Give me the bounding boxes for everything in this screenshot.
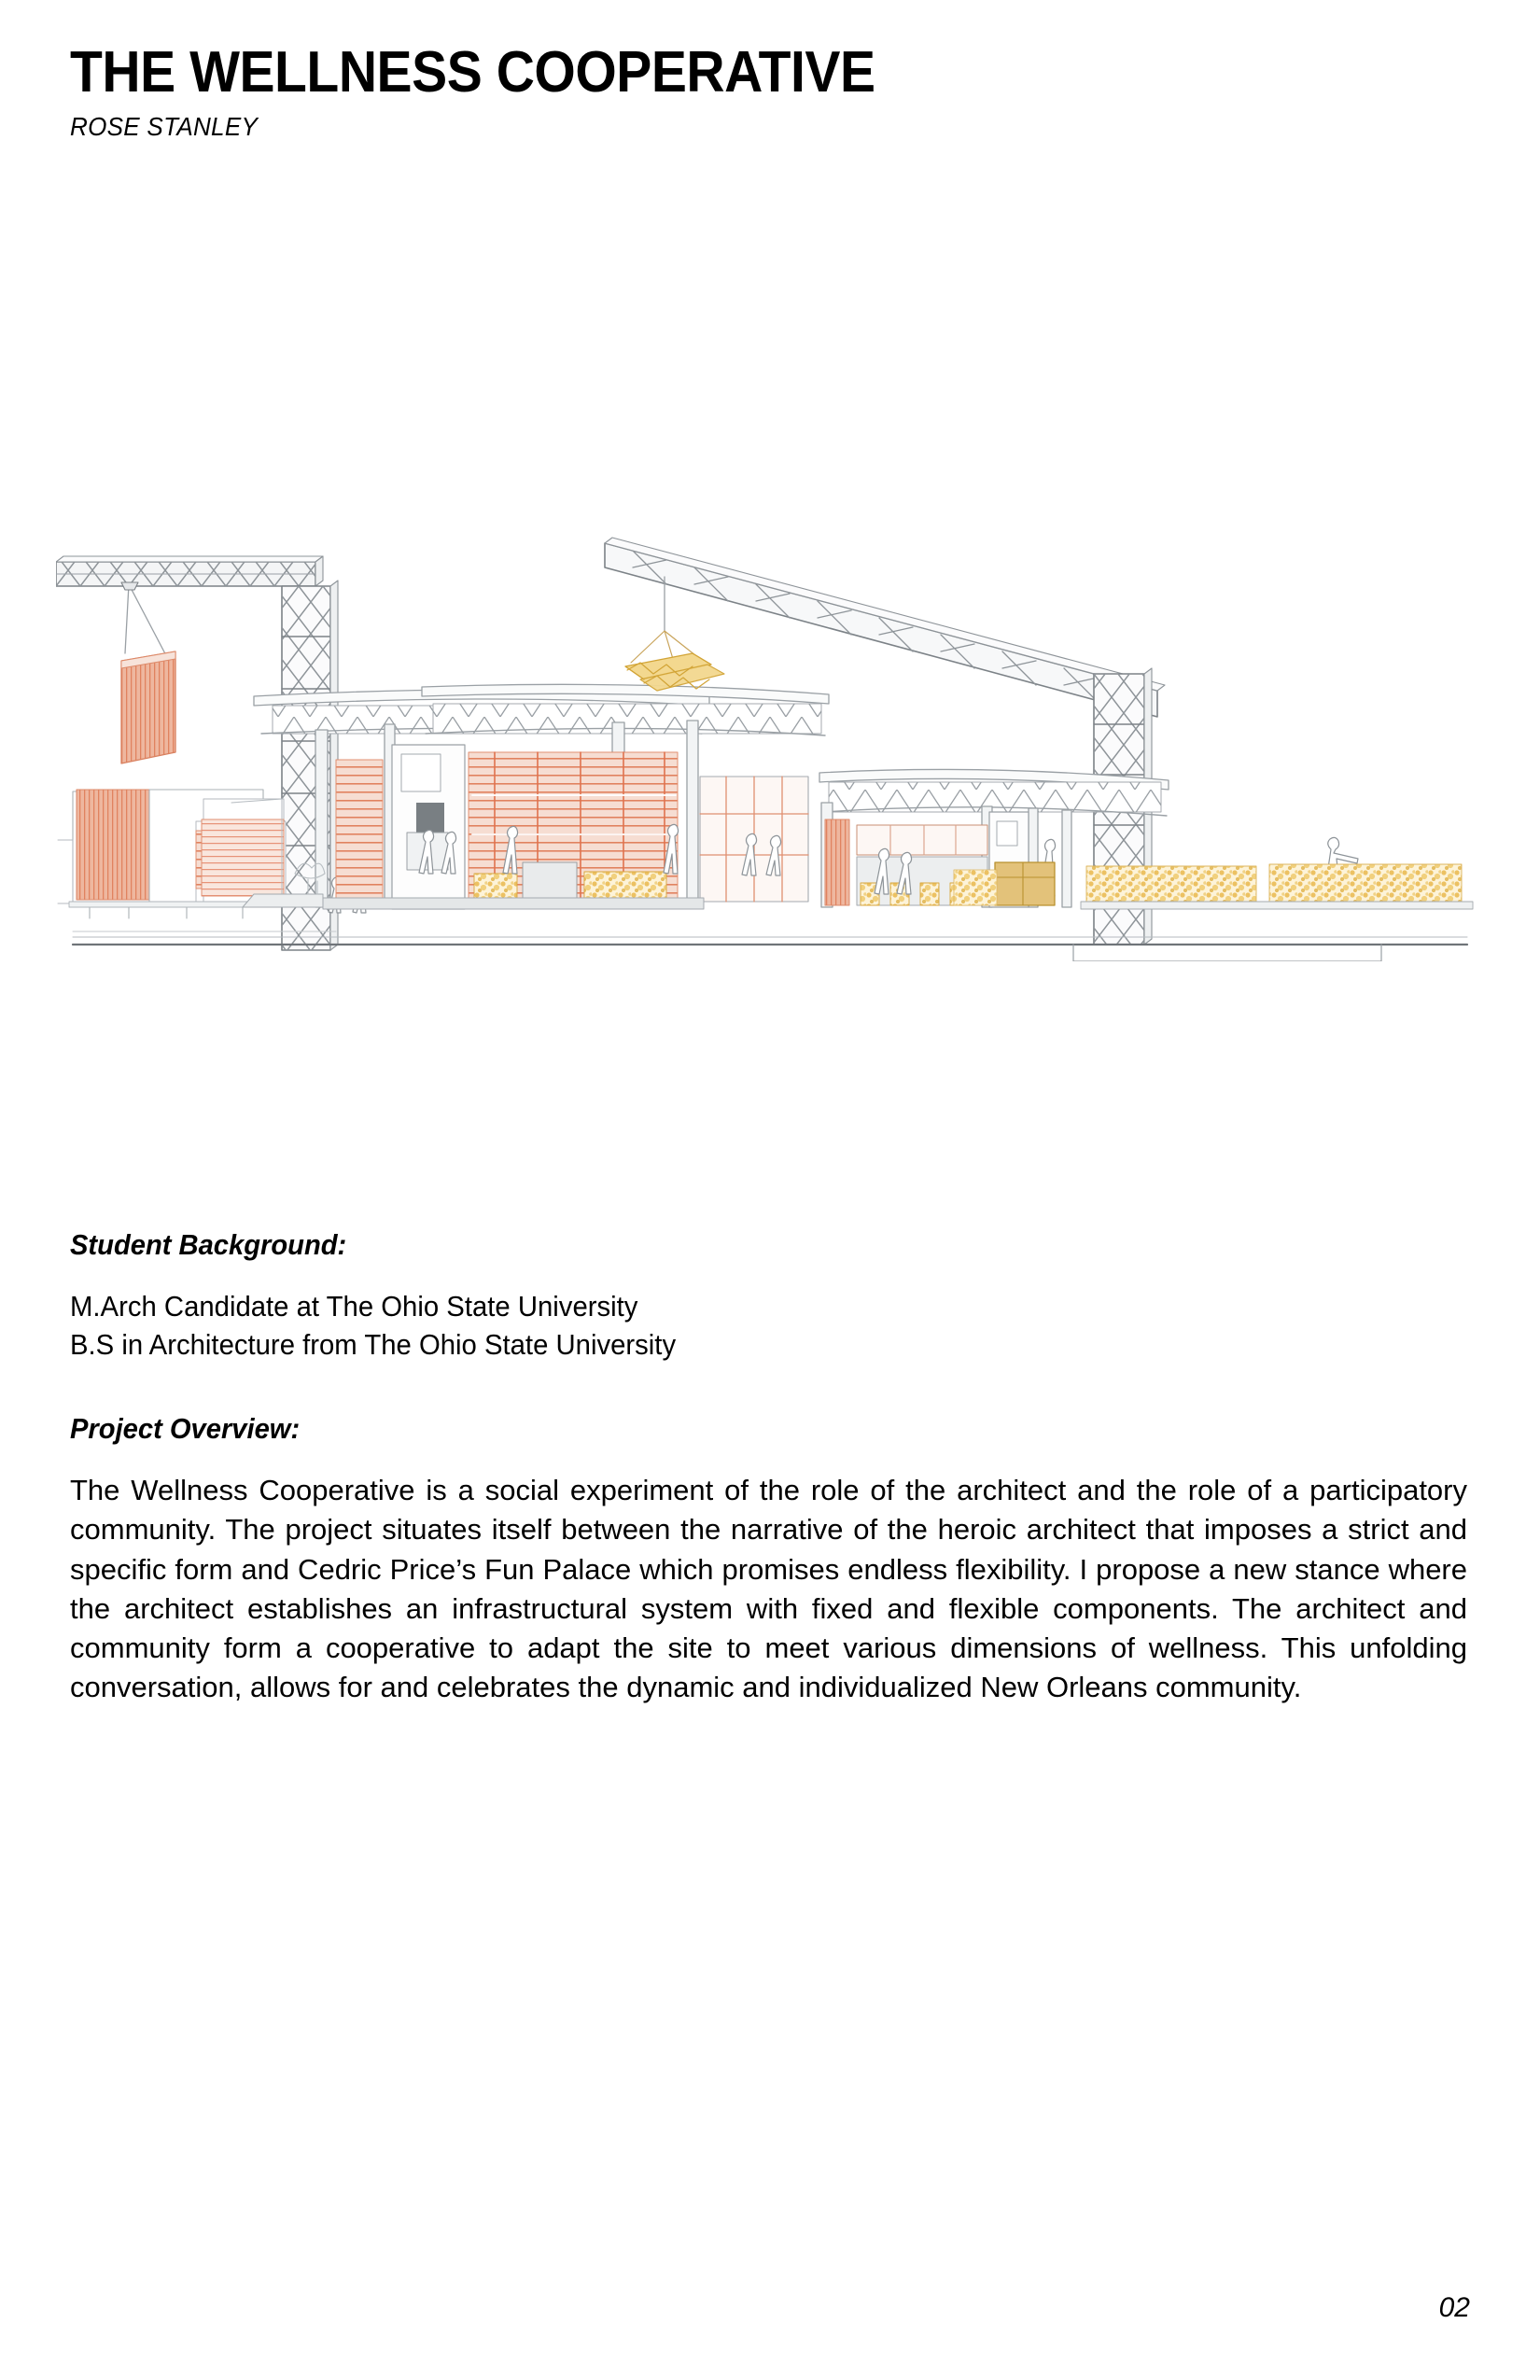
page-title: THE WELLNESS COOPERATIVE: [70, 40, 875, 105]
student-background-heading: Student Background:: [70, 1228, 347, 1261]
suspended-coral-panel: [121, 582, 175, 763]
student-background-line: B.S in Architecture from The Ohio State University: [70, 1327, 677, 1361]
left-crane-jib: [56, 556, 323, 586]
project-overview-body: The Wellness Cooperative is a social experiment of the role of the architect and the role of a participatory community. The project situates itself between the narrative of the heroic architect that imposes a strict and specific form and Cedric Price’s Fun Palace which promises endless flexibility. I propose a new stance where the architect establishes an infrastructural system with fixed and flexible components. The architect and community form a cooperative to adapt the site to meet various dimensions of wellness. This unfolding conversation, allows for and celebrates the dynamic and individualized New Orleans community.: [70, 1474, 1467, 1704]
heading-body-gap: [70, 1447, 1467, 1471]
page-number: 02: [1438, 2292, 1470, 2323]
author-name: ROSE STANLEY: [70, 111, 259, 141]
planting-beds: [1081, 864, 1473, 909]
project-overview-heading: Project Overview:: [70, 1411, 301, 1445]
document-header: [70, 40, 1451, 142]
gold-crate: [995, 862, 1055, 905]
section-gap: [70, 1365, 1467, 1411]
section-project-overview: [70, 1411, 1467, 1708]
student-background-lines: [70, 1288, 1467, 1365]
section-student-background: [70, 1227, 1467, 1365]
student-background-line: M.Arch Candidate at The Ohio State University: [70, 1289, 638, 1323]
document-body: [70, 1227, 1467, 1707]
section-drawing-svg: [56, 523, 1484, 961]
architectural-section-rendering: [56, 523, 1484, 961]
